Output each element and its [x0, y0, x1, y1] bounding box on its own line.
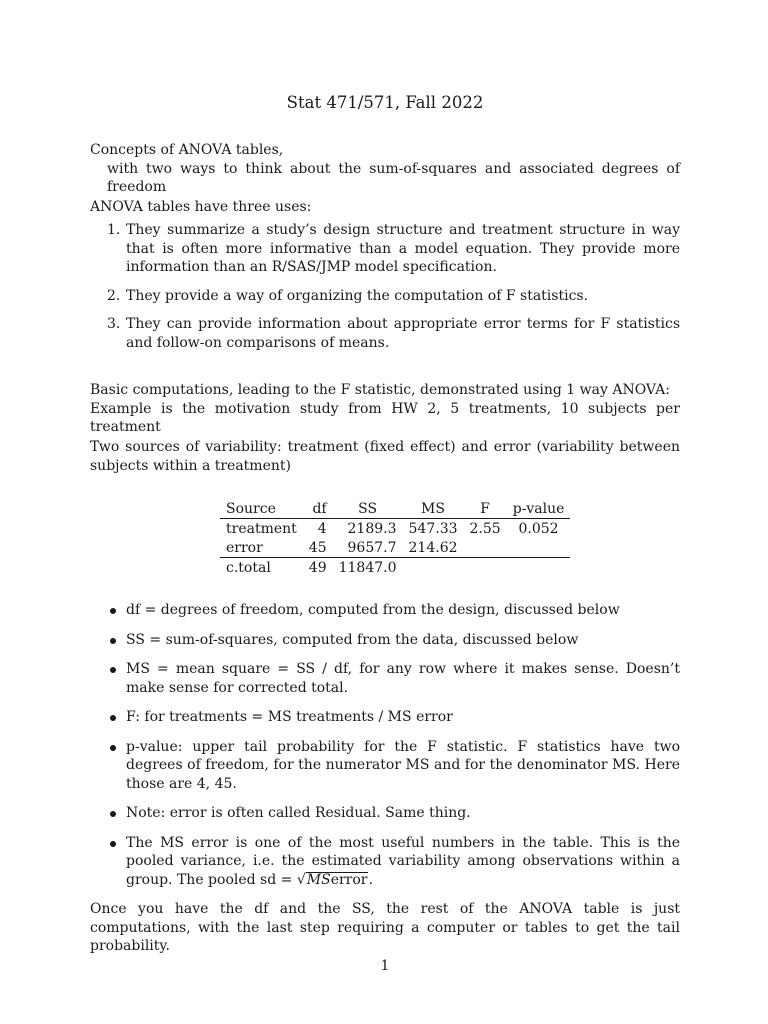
intro-line-1: Concepts of ANOVA tables,: [90, 142, 284, 158]
cell: [507, 538, 571, 558]
list-item: [90, 287, 680, 306]
list-item: [90, 631, 680, 650]
basic-computations: [90, 381, 680, 437]
cell: error: [226, 539, 263, 556]
table-row: [220, 538, 570, 558]
cell: 0.052: [518, 520, 559, 537]
cell: [464, 558, 507, 578]
bullet-icon: [110, 608, 116, 614]
uses-heading: [90, 198, 680, 217]
period: .: [368, 871, 373, 888]
col-source: Source: [226, 500, 276, 517]
page-number: 1: [380, 958, 390, 974]
closing-text: Once you have the df and the SS, the rest of the ANOVA table is just computations, with the last step requiring a computer or tables to get the tail probability.: [90, 901, 680, 954]
list-item: [90, 660, 680, 697]
list-item-text: They can provide information about appropriate error terms for F statistics and follow-on comparisons of means.: [126, 316, 680, 351]
intro-line-2: with two ways to think about the sum-of-squares and associated degrees of freedom: [107, 160, 680, 195]
table-row: [220, 519, 570, 539]
list-item-text: MS = mean square = SS / df, for any row where it makes sense. Doesn’t make sense for corrected total.: [126, 661, 680, 696]
list-item: [90, 221, 680, 277]
sqrt-error: error: [330, 871, 368, 888]
col-df: df: [312, 500, 327, 517]
list-item: [90, 315, 680, 352]
uses-list: [90, 221, 680, 352]
list-item-text: F: for treatments = MS treatments / MS error: [126, 709, 453, 725]
closing-paragraph: [90, 900, 680, 956]
list-item-text: Note: error is often called Residual. Same thing.: [126, 805, 471, 821]
list-item: The MS error is one of the most useful numbers in the table. This is the pooled variance, i.e. the estimated variability among observations within a group. The pooled sd = √MSerror.: [90, 834, 680, 890]
intro-block: [90, 141, 680, 197]
bullet-icon: [110, 638, 116, 644]
cell: c.total: [226, 559, 271, 576]
bullet-icon: [110, 745, 116, 751]
table-header-row: [220, 499, 570, 519]
cell: 2.55: [469, 520, 501, 537]
cell: 11847.0: [338, 559, 397, 576]
uses-heading-text: ANOVA tables have three uses:: [90, 199, 312, 215]
table-row-total: [220, 558, 570, 578]
list-number: 1.: [107, 222, 121, 238]
bullet-icon: [110, 667, 116, 673]
list-item: [90, 601, 680, 620]
sqrt-expression: [306, 872, 369, 888]
basic-line-2: Example is the motivation study from HW 2, 5 treatments, 10 subjects per treatment: [90, 400, 680, 435]
list-number: 2.: [107, 287, 121, 304]
list-item: [90, 708, 680, 727]
bullet-icon: [110, 811, 116, 817]
cell: treatment: [226, 520, 297, 537]
list-item-text: p-value: upper tail probability for the F statistic. F statistics have two degrees of freedom, for the numerator MS and for the denominator MS. Here those are 4, 45.: [126, 738, 680, 792]
col-ms: MS: [421, 500, 445, 517]
cell: 4: [317, 520, 327, 537]
list-item-text: df = degrees of freedom, computed from the design, discussed below: [126, 602, 620, 618]
bullet-icon: [110, 841, 116, 847]
cell: 49: [308, 559, 327, 576]
col-f: F: [480, 500, 490, 517]
list-number: 3.: [107, 316, 121, 332]
list-item: [90, 738, 680, 794]
cell: 9657.7: [347, 539, 397, 556]
cell: 2189.3: [347, 520, 397, 537]
cell: 214.62: [408, 539, 458, 556]
basic-line-1: Basic computations, leading to the F statistic, demonstrated using 1 way ANOVA:: [90, 382, 670, 398]
cell: 45: [308, 539, 327, 556]
list-item: [90, 804, 680, 823]
list-item-text: They provide a way of organizing the computation of F statistics.: [126, 287, 589, 304]
cell: [403, 558, 464, 578]
definitions-list: [90, 601, 680, 889]
col-pvalue: p-value: [512, 500, 565, 517]
sources-paragraph: [90, 438, 680, 475]
bullet-icon: [110, 715, 116, 721]
sources-text: Two sources of variability: treatment (fixed effect) and error (variability between subjects within a treatment): [90, 439, 680, 474]
list-item-text: SS = sum-of-squares, computed from the data, discussed below: [126, 631, 579, 648]
page-title: Stat 471/571, Fall 2022: [286, 93, 484, 112]
cell: [507, 558, 571, 578]
col-ss: SS: [358, 500, 378, 517]
list-item-text: The MS error is one of the most useful numbers in the table. This is the pooled variance, i.e. the estimated variability among observations within a group. The pooled sd =: [126, 834, 680, 888]
anova-table: [220, 499, 570, 577]
sqrt-ms: MS: [306, 871, 331, 888]
cell: [464, 538, 507, 558]
list-item-text: They summarize a study’s design structure and treatment structure in way that is often more informative than a model equation. They provide more information than an R/SAS/JMP model specification.: [126, 222, 680, 275]
cell: 547.33: [408, 520, 458, 537]
